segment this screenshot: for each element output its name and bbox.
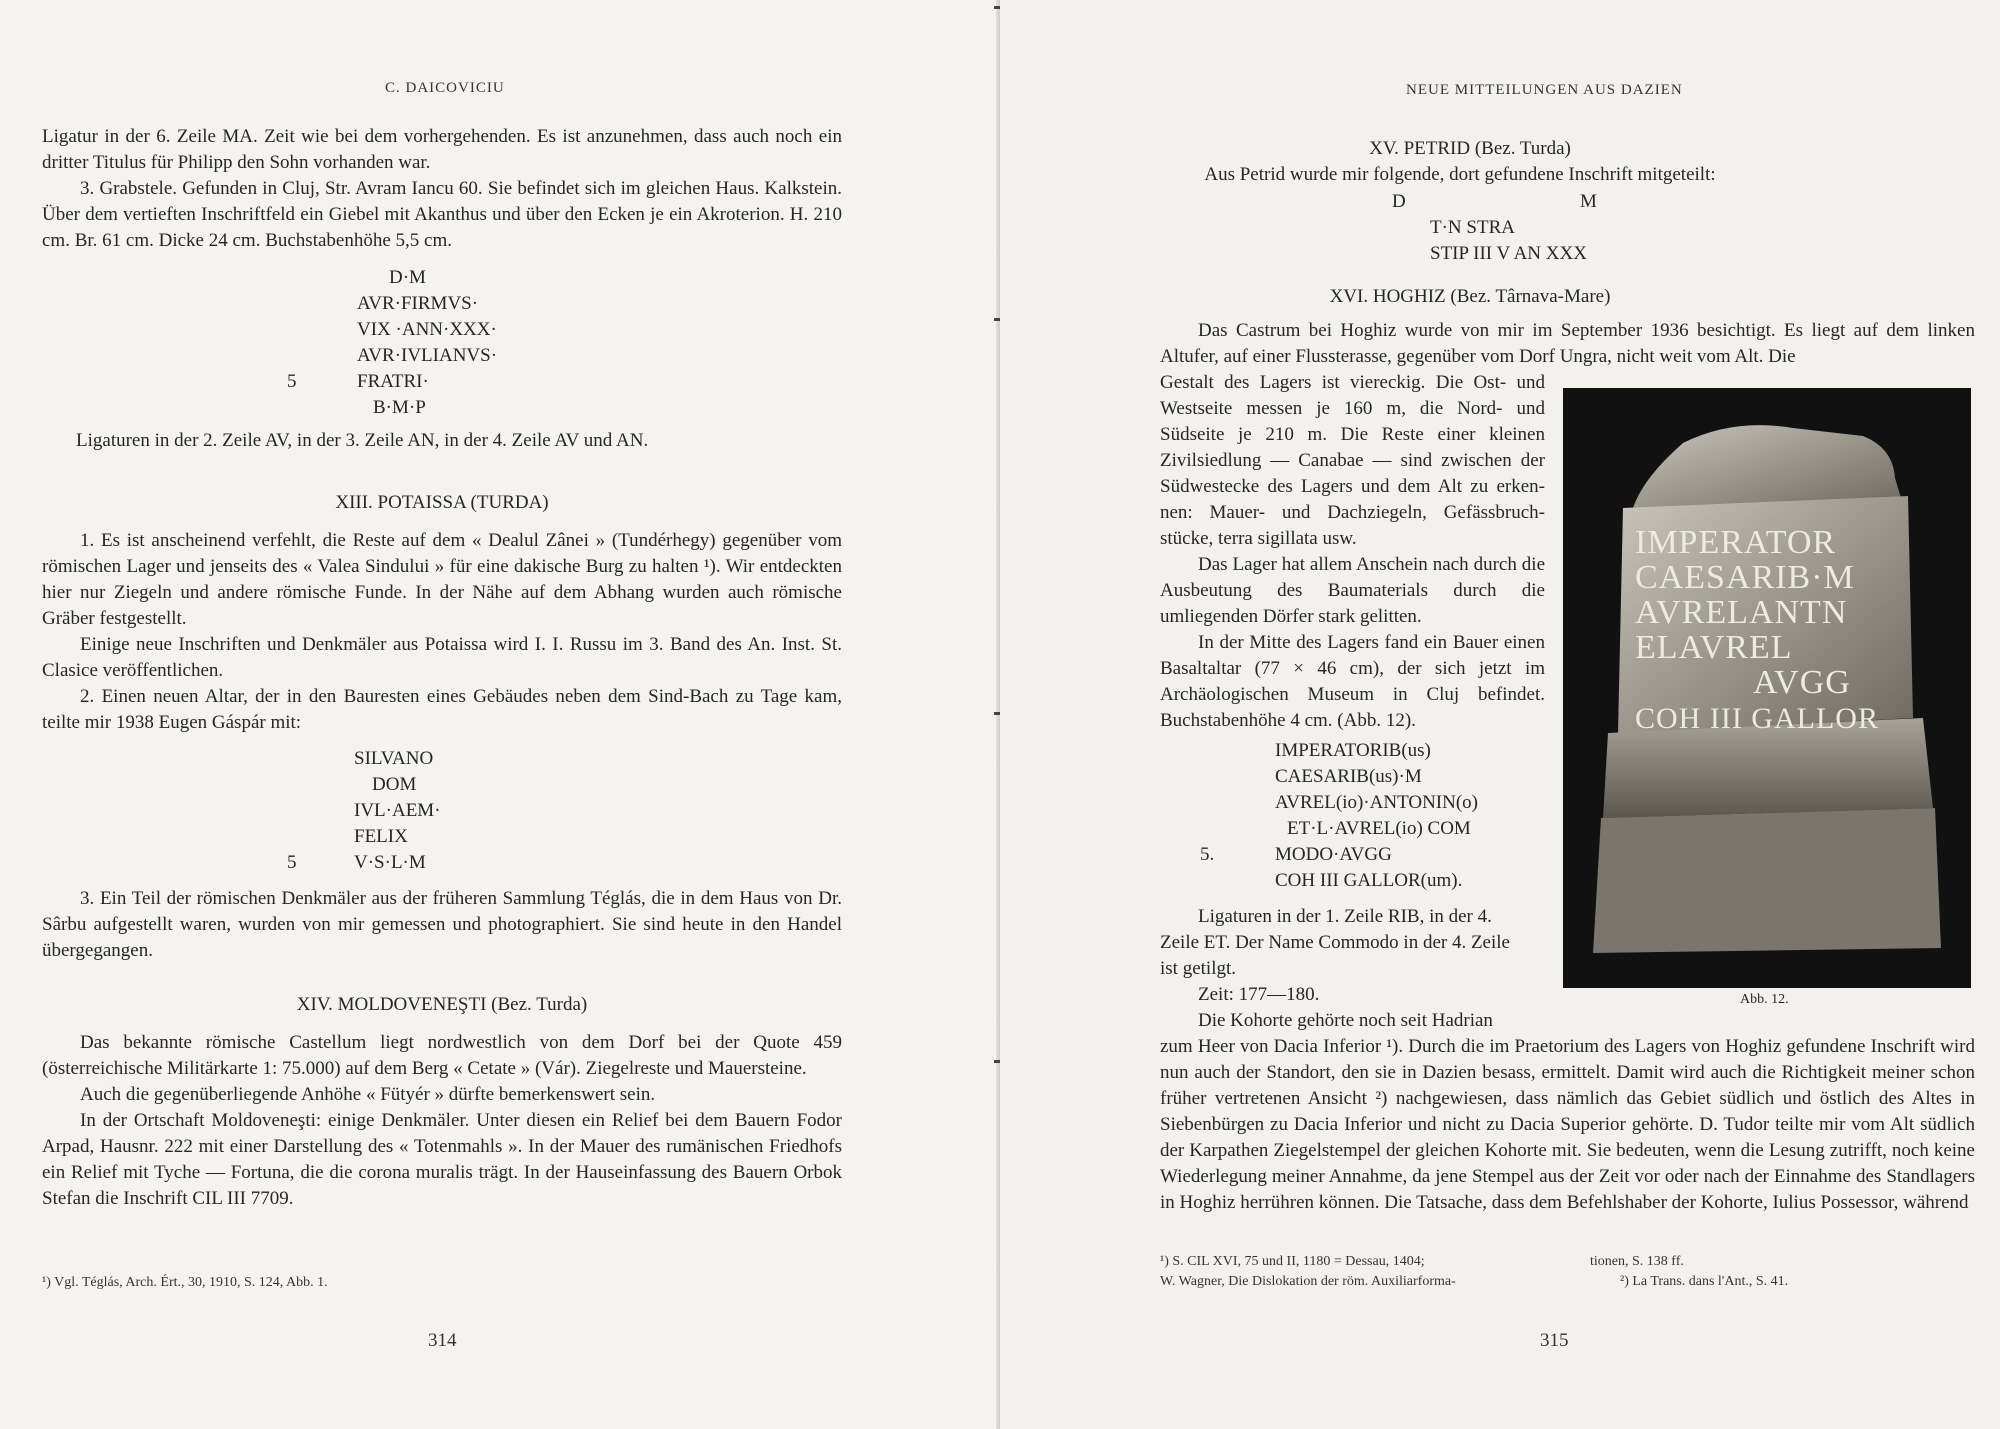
inscription-line-number: 5. xyxy=(1200,844,1215,865)
altar-inscription-line: COH III GALLOR xyxy=(1635,702,1879,735)
inscription-petrid-d: D xyxy=(1392,191,1406,212)
inscription-silvano xyxy=(354,746,441,876)
altar-inscription-line: IMPERATOR xyxy=(1635,524,1837,561)
inscription-line: D·M xyxy=(389,267,426,288)
left-top-text xyxy=(42,124,842,254)
inscription-line: B·M·P xyxy=(373,397,426,418)
altar-inscription-line: AVRELANTN xyxy=(1635,594,1848,631)
altar-inscription-line: CAESARIB·M xyxy=(1635,559,1855,596)
inscription-grabstele xyxy=(357,265,497,421)
section-moldovenesti-text: Das bekannte römische Castellum liegt nordwestlich von dem Dorf bei der Quote 459 (österreichische Militärkarte 1: 75.000) auf dem Berg « Cetate » (Vár). Ziegelreste und Mauersteine. Auch die gegenüberliegende Anhöhe « Fütyér » dürfte bemerkenswert sein. In der Ortschaft Moldoveneşti: einige Denkmäler. Unter diesen ein Relief bei dem Bauern Fodor Arpad, Hausnr. 222 mit einer Darstellung des « Totenmahls ». In der Mauer des rumänischen Friedhofs ein Relief mit Tyche — Fortuna, die die corona muralis trägt. In der Hauseinfassung des Bauern Orbok Stefan die Inschrift CIL III 7709. xyxy=(42,1032,842,1209)
footnote-right-1: ¹) S. CIL XVI, 75 und II, 1180 = Dessau, 1404; W. Wagner, Die Dislokation der röm. Auxiliarforma- xyxy=(1160,1254,1456,1289)
section-heading-moldovenesti: XIV. MOLDOVENEŞTI (Bez. Turda) xyxy=(296,994,588,1015)
inscription-line: ET·L·AVREL(io) COM xyxy=(1287,818,1471,839)
footnote-right-2: tionen, S. 138 ff. ²) La Trans. dans l'Ant., S. 41. xyxy=(1590,1254,1789,1289)
altar-inscription-line: AVGG xyxy=(1753,664,1851,701)
inscription-line: DOM xyxy=(372,774,417,795)
page-number-right: 315 xyxy=(1540,1330,1569,1351)
inscription-line: VIX ·ANN·XXX· xyxy=(357,319,497,340)
section-heading-hoghiz: XVI. HOGHIZ (Bez. Târnava-Mare) xyxy=(1329,286,1611,307)
inscription-petrid-m: M xyxy=(1580,191,1597,212)
paragraph-ligatur: Ligatur in der 6. Zeile MA. Zeit wie bei dem vorhergehenden. Es ist anzunehmen, dass auch noch ein dritter Titulus für Philipp den Sohn vorhanden war. xyxy=(42,126,842,173)
inscription-line: IMPERATORIB(us) xyxy=(1275,740,1431,761)
page-number-left: 314 xyxy=(428,1330,457,1351)
inscription-line: COH III GALLOR(um). xyxy=(1275,870,1463,891)
section-potaissa-text: 1. Es ist anscheinend verfehlt, die Reste auf dem « Dealul Zânei » (Tundérhegy) gegenüber vom römischen Lager und jenseits des « Valea Sindului » für eine dakische Burg zu halten ¹). Wir entdeckten hier nur Ziegeln und andere römische Funde. In der Nähe auf dem Abhang wurden auch römische Gräber festgestellt. Einige neue Inschriften und Denkmäler aus Potaissa wird I. I. Russu im 3. Band des An. Inst. St. Clasice veröffentlichen. 2. Einen neuen Altar, der in den Bauresten eines Gebäudes neben dem Sind-Bach zu Tage kam, teilte mir 1938 Eugen Gáspár mit: xyxy=(42,530,842,733)
inscription-line: CAESARIB(us)·M xyxy=(1275,766,1422,787)
inscription-line: STIP III V AN XXX xyxy=(1430,243,1587,264)
inscription-hoghiz xyxy=(1275,738,1478,894)
inscription-petrid xyxy=(1430,215,1587,267)
inscription-line: AVR·IVLIANVS· xyxy=(357,345,498,366)
inscription-line: MODO·AVGG xyxy=(1275,844,1392,865)
petrid-intro: Aus Petrid wurde mir folgende, dort gefundene Inschrift mitgeteilt: xyxy=(1204,164,1716,185)
section-heading-potaissa: XIII. POTAISSA (TURDA) xyxy=(335,492,549,513)
footnote-left xyxy=(42,1273,642,1293)
inscription-line-number: 5 xyxy=(287,371,297,392)
hoghiz-narrow-text: Gestalt des Lagers ist viereckig. Die Ost- und Westseite messen je 160 m, die Nord- und Südseite je 210 m. Die Reste einer kleinen Zivilsiedlung — Canabae — sind zwischen der Südwestecke des Lagers und dem Alt zu erken- nen: Mauer- und Dachziegeln, Gefässbruch- stücke, terra sigillata usw. Das Lager hat allem Anschein nach durch die Ausbeutung des Baumaterials durch die umliegenden Dörfer stark gelitten. In der Mitte des Lagers fand ein Bauer einen Basaltaltar (77 × 46 cm), der sich jetzt im Archäologischen Museum in Cluj befindet. Buchstabenhöhe 4 cm. (Abb. 12). xyxy=(1160,372,1545,731)
running-head-left: C. DAICOVICIU xyxy=(385,80,505,96)
altar-inscription-line: ELAVREL xyxy=(1635,629,1793,666)
inscription-line: SILVANO xyxy=(354,748,434,769)
altar-plinth xyxy=(1593,808,1941,953)
inscription-line: FELIX xyxy=(354,826,408,847)
footnote-marker: ¹) xyxy=(42,1275,51,1290)
ligature-note-left: Ligaturen in der 2. Zeile AV, in der 3. Zeile AN, in der 4. Zeile AV und AN. xyxy=(76,430,649,451)
hoghiz-final-paragraph: zum Heer von Dacia Inferior ¹). Durch die im Praetorium des Lagers von Hoghiz gefundene Inschrift wird nun auch der Standort, den sie in Dazien besass, ermittelt. Damit wird auch die Richtigkeit meiner schon früher vertretenen Ansicht ²) nachgewiesen, dass nämlich das Gebiet südlich und östlich des Altes in Siebenbürgen zu Dacia Inferior und nicht zu Dacia Superior gehörte. D. Tudor teilte mir vom Alt südlich der Karpathen Ziegelstempel der gleichen Kohorte mit. Sie bedeuten, wenn die Lesung zutrifft, noch keine Wiederlegung meiner Annahme, da jene Stempel aus der Zeit vor oder nach der Einnahme des Standlagers in Hoghiz herrühren können. Die Tatsache, dass dem Befehlshaber der Kohorte, Iulius Possessor, während xyxy=(1160,1036,1975,1213)
altar-illustration xyxy=(1563,388,1971,988)
inscription-line: FRATRI· xyxy=(357,371,429,392)
hoghiz-full-paragraph: Das Castrum bei Hoghiz wurde von mir im September 1936 besichtigt. Es liegt auf dem linken Altufer, auf einer Flussterasse, gegenüber vom Dorf Ungra, nicht weit vom Alt. Die xyxy=(1160,320,1975,367)
inscription-line: AVREL(io)·ANTONIN(o) xyxy=(1275,792,1478,813)
inscription-line: V·S·L·M xyxy=(354,852,426,873)
section-heading-petrid: XV. PETRID (Bez. Turda) xyxy=(1369,138,1571,159)
running-head-right: NEUE MITTEILUNGEN AUS DAZIEN xyxy=(1406,82,1683,98)
footnote-text: Vgl. Téglás, Arch. Ért., 30, 1910, S. 124, Abb. 1. xyxy=(54,1275,328,1290)
inscription-line: AVR·FIRMVS· xyxy=(357,293,479,314)
figure-caption: Abb. 12. xyxy=(1740,992,1789,1007)
inscription-line: T·N STRA xyxy=(1430,217,1515,238)
altar-photo xyxy=(1563,388,1971,988)
inscription-line-number: 5 xyxy=(287,852,297,873)
paragraph-teglas: 3. Ein Teil der römischen Denkmäler aus der früheren Sammlung Téglás, die in dem Haus von Dr. Sârbu aufgestellt waren, wurden von mir gemessen und photographiert. Sie sind heute in den Handel übergegangen. xyxy=(42,888,842,961)
inscription-line: IVL·AEM· xyxy=(354,800,441,821)
paragraph-grabstele: 3. Grabstele. Gefunden in Cluj, Str. Avram Iancu 60. Sie befindet sich im gleichen Haus. Kalkstein. Über dem vertieften Inschriftfeld ein Giebel mit Akanthus und über den Ecken je ein Akroterion. H. 210 cm. Br. 61 cm. Dicke 24 cm. Buchstabenhöhe 5,5 cm. xyxy=(42,178,842,251)
hoghiz-ligature-note: Ligaturen in der 1. Zeile RIB, in der 4. Zeile ET. Der Name Commodo in der 4. Zeile ist getilgt. Zeit: 177—180. Die Kohorte gehörte noch seit Hadrian xyxy=(1160,906,1510,1031)
